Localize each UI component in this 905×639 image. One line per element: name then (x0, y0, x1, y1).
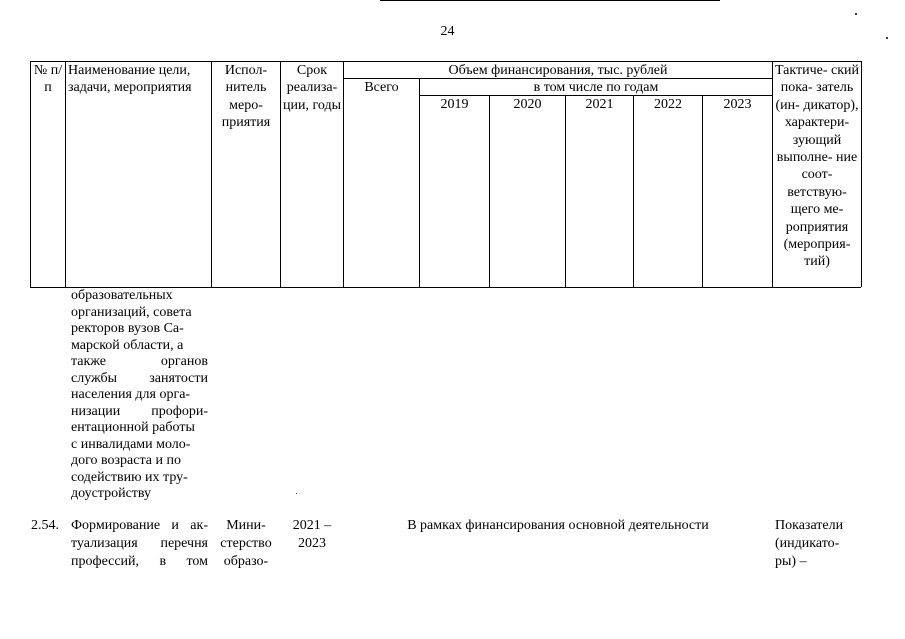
continuation-line: низации профори- (71, 403, 208, 419)
continuation-line: дого возраста и по (71, 453, 181, 468)
header-year-2023: 2023 (723, 97, 752, 112)
row-indicator-line: ры) – (775, 554, 807, 569)
header-col-name: Наименование цели, задачи, мероприятия (68, 63, 192, 96)
header-col-total: Всего (364, 80, 399, 95)
row-executor-line: Мини- (226, 518, 266, 533)
page-number: 24 (440, 24, 455, 39)
header-year-2020: 2020 (513, 97, 542, 112)
header-year-2021: 2021 (585, 97, 614, 112)
continuation-line: доустройству (71, 486, 152, 501)
row-indicator-line: Показатели (775, 518, 844, 533)
scan-speck (855, 13, 857, 15)
continuation-line: ректоров вузов Са- (71, 321, 184, 336)
continuation-line: организаций, совета (71, 304, 192, 320)
row-name-line: туализация перечня (71, 536, 208, 551)
col-border (565, 95, 566, 287)
header-col-indicator: Тактиче- ский пока- затель (ин- дикатор), характери- зующий выполне- ние соот- ветствую- щего ме- роприятия (мероприя- тий) (774, 63, 860, 270)
continuation-line: населения для орга- (71, 387, 191, 402)
header-col-by-years: в том числе по годам (533, 80, 659, 95)
header-col-term: Срок реализа- ции, годы (283, 63, 341, 113)
header-col-number: № п/п (33, 63, 63, 96)
col-border (633, 95, 634, 287)
row-name-line: профессий, в том (71, 554, 208, 569)
header-year-2022: 2022 (654, 97, 682, 112)
continuation-line: ентационной работы (71, 420, 195, 435)
row-funding: В рамках финансирования основной деятельности (407, 518, 709, 533)
header-year-2019: 2019 (440, 97, 469, 112)
row-number: 2.54. (31, 518, 59, 533)
col-border (489, 95, 490, 287)
header-col-funding: Объем финансирования, тыс. рублей (448, 63, 668, 78)
row-executor-line: стерство (220, 536, 272, 551)
row-name-line: Формирование и ак- (71, 518, 208, 533)
continuation-line: образовательных (71, 288, 173, 303)
continuation-line: марской области, а (71, 337, 184, 353)
top-border-line (380, 0, 720, 1)
continuation-line: с инвалидами моло- (71, 436, 191, 452)
continuation-line: службы занятости (71, 370, 208, 386)
header-col-executor: Испол- нитель меро- приятия (221, 63, 271, 131)
row-term-line: 2021 – (292, 518, 332, 533)
row-term-line: 2023 (298, 536, 326, 551)
col-border (861, 61, 862, 287)
col-border (702, 95, 703, 287)
continuation-line: также органов (71, 354, 208, 369)
scan-speck (296, 493, 297, 494)
col-border (65, 61, 66, 287)
row-indicator-line: (индикато- (775, 536, 840, 551)
continuation-line: содействию их тру- (71, 469, 188, 485)
row-executor-line: образо- (223, 554, 269, 569)
